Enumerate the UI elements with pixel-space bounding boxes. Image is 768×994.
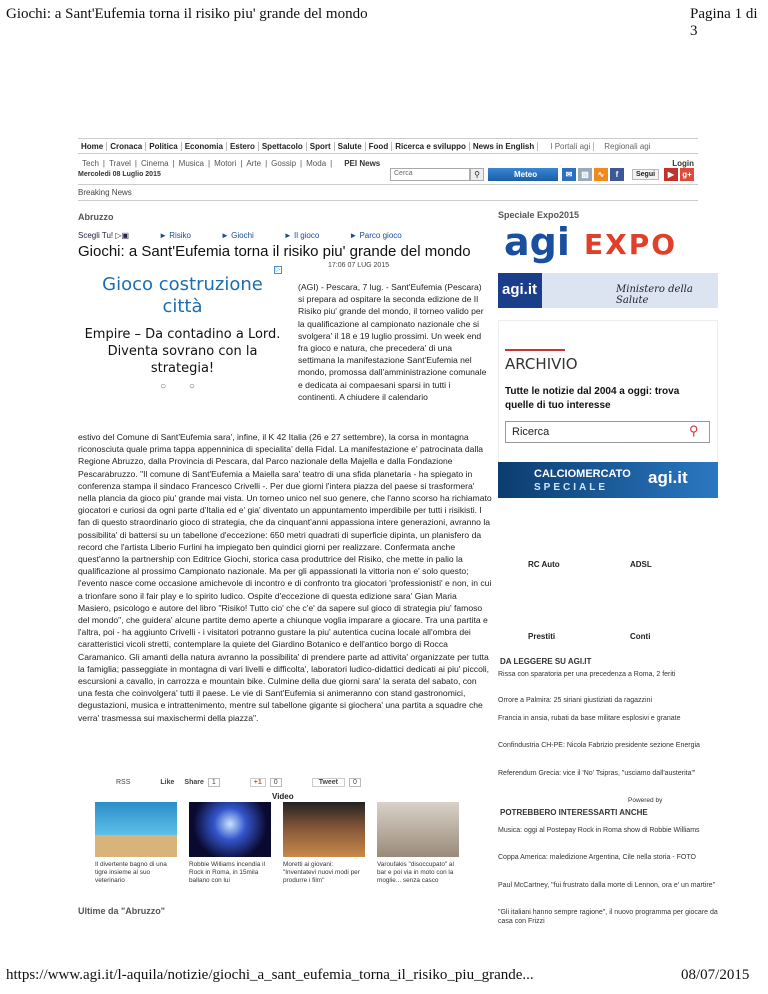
mail-icon[interactable]: ✉ bbox=[562, 168, 576, 181]
archivio-text: Tutte le notizie dal 2004 a oggi: trova quelle di tuo interesse bbox=[505, 386, 680, 411]
search-input[interactable]: Cerca bbox=[390, 168, 470, 181]
gplus-button[interactable] bbox=[250, 778, 266, 787]
gplus-count: 0 bbox=[270, 778, 282, 787]
expo-logo: EXPO bbox=[584, 228, 678, 261]
print-footer-date: 08/07/2015 bbox=[681, 967, 750, 983]
video-thumb-2[interactable] bbox=[189, 802, 271, 857]
related-item[interactable]: Coppa America: maledizione Argentina, Cile nella storia - FOTO bbox=[498, 854, 696, 861]
divider bbox=[78, 200, 698, 201]
login-link[interactable]: Login bbox=[672, 158, 694, 168]
news-item[interactable]: Orrore a Palmira: 25 siriani giustiziati da ragazzini bbox=[498, 697, 653, 704]
article-intro: (AGI) - Pescara, 7 lug. - Sant'Eufemia (Pescara) si prepara ad ospitare la seconda edizione de Il Risiko piu' grande del mondo, il torneo valido per la qualificazione al campionato nazionale che si svolgera' il 18 e 19 luglio prossimi. Un week end fra gioco e natura, che precedera' di una settimana la manifestazione Sant'Eufemia nel mondo, promossa dall'amministrazione comunale e dedicata ai compaesani sparsi in tutti i continenti. A chiudere il calendario bbox=[298, 282, 487, 402]
ultime-title: Ultime da "Abruzzo" bbox=[78, 906, 166, 916]
nav-estero[interactable]: Estero bbox=[227, 142, 259, 151]
related-item[interactable]: "Gli italiani hanno sempre ragione", il nuovo programma per giocare da casa con Frizzi bbox=[498, 909, 718, 925]
ad-banner[interactable] bbox=[80, 274, 285, 394]
breaking-news: Breaking News bbox=[78, 188, 132, 197]
subnav-pei[interactable]: PEI News bbox=[344, 158, 381, 168]
scegli-tu[interactable]: Scegli Tu! ▷▣ bbox=[78, 231, 130, 240]
nav-salute[interactable]: Salute bbox=[335, 142, 366, 151]
print-header-title: Giochi: a Sant'Eufemia torna il risiko piu' grande del mondo bbox=[6, 6, 368, 22]
agi-logo: agi bbox=[504, 220, 570, 264]
current-date: Mercoledi 08 Luglio 2015 bbox=[78, 171, 161, 178]
nav-portali[interactable]: I Portali agi bbox=[538, 142, 594, 151]
related-item[interactable]: Musica: oggi al Postepay Rock in Roma show di Robbie Williams bbox=[498, 827, 700, 834]
share-button[interactable]: Share bbox=[184, 779, 204, 786]
news-item[interactable]: Referendum Grecia: vice il 'No' Tsipras, "usciamo dall'austerita'" bbox=[498, 770, 696, 777]
archivio-accent bbox=[505, 349, 565, 351]
potrebbero-title: POTREBBERO INTERESSARTI ANCHE bbox=[500, 808, 648, 817]
news-item[interactable]: Confindustria CH-PE: Nicola Fabrizio presidente sezione Energia bbox=[498, 742, 700, 749]
rss-link[interactable]: RSS bbox=[116, 779, 131, 786]
tile-rc-auto[interactable]: RC Auto bbox=[528, 560, 560, 569]
googleplus-icon[interactable]: g+ bbox=[680, 168, 694, 181]
archivio-title: ARCHIVIO bbox=[505, 355, 578, 373]
subnav-cinema[interactable]: Cinema bbox=[141, 158, 169, 168]
related-item[interactable]: Paul McCartney, "fui frustrato dalla morte di Lennon, ora e' un martire" bbox=[498, 882, 716, 889]
share-count: 1 bbox=[208, 778, 220, 787]
nav-ricerca[interactable]: Ricerca e sviluppo bbox=[392, 142, 470, 151]
nav-home[interactable]: Home bbox=[78, 142, 107, 151]
subnav-arte[interactable]: Arte bbox=[246, 158, 262, 168]
agiit-banner[interactable] bbox=[498, 273, 718, 308]
calciomercato-banner[interactable] bbox=[498, 462, 718, 498]
rss-icon[interactable]: ∿ bbox=[594, 168, 608, 181]
archivio-search-icon[interactable]: ⚲ bbox=[689, 423, 699, 438]
news-item[interactable]: Rissa con sparatoria per una precedenza a Roma, 2 feriti bbox=[498, 671, 676, 678]
subnav-moda[interactable]: Moda bbox=[306, 158, 327, 168]
calcio-agi-logo: agi.it bbox=[648, 468, 688, 487]
video-caption-3[interactable]: Moretti ai giovani: "Inventatevi nuovi modi per produrre i film" bbox=[283, 861, 360, 884]
print-footer-url: https://www.agi.it/l-aquila/notizie/giochi_a_sant_eufemia_torna_il_risiko_piu_grande... bbox=[6, 967, 534, 983]
divider bbox=[78, 184, 698, 185]
main-nav bbox=[78, 138, 698, 154]
search-icon[interactable]: ⚲ bbox=[470, 168, 484, 181]
video-thumb-1[interactable] bbox=[95, 802, 177, 857]
mobile-icon[interactable]: ▧ bbox=[578, 168, 592, 181]
article-body: estivo del Comune di Sant'Eufemia sara', infine, il K 42 Italia (26 e 27 settembre), la corsa in montagna riconosciuta quale prima tappa appenninica di specialita' della Fidal. La manifestazione e' patrocinata dalla Regione Abruzzo, dalla Provincia di Pescara, dal Parco nazionale della Majella e dalla Fondazione Pescarabruzzo. "Il comune di Sant'Eufemia a Maiella sara' teatro di una sfida planetaria - ha spiegato in conferenza stampa il sindaco Francesco Crivelli -. Per due giorni l'intera piazza del paese si trasformera' nella plancia da gioco piu' grande mai vista. Un torneo unico nel suo genere, che l'anno scorso ha richiamato giocatori e curiosi da ogni parte d'Italia ed e' gia' diventato un appuntamento imperdibile per tutti i risikisti. I fan di questo straordinario gioco di strategia, che da cinquant'anni appassiona intere generazioni, avranno la possibilita' di battersi su un tabellone d'eccezione: 650 metri quadrati di superficie dipinta, un planisfero da record che l'artista Liberio Furlini ha impiegato ben quindici giorni per realizzare. Confermata anche quest'anno la partnership con Editrice Giochi, storica casa produttrice del Risiko, che mette in palio la qualificazione al prossimo Campionato nazionale. Ma per gli appassionati la vittoria non e' solo questo; l'evento nasce come occasione amichevole di incontro e di confronto tra giocatori 'professionisti' e non, in cui a trionfare sono il fair play e lo spirito ludico. Ospite d'eccezione di questa edizione sara' Gian Maria Masiero, psicologo e autore del libro "Risiko! Tutto cio' che c'e' da sapere sul gioco di strategia piu' famoso del mondo", che guidera' alcune partite demo aperte a chiunque voglia imparare a giocare. Tra una partita e l'altra, poi - ha aggiunto Crivelli - i visitatori potranno gustare la piu' autentica cucina locale all'ombra dei caratteristici vicoli stretti, contemplare la quiete del Giardino Botanico e dell'antico borgo di Rocca Caramanico. Gli amanti della natura avranno la possibilita' di prendere parte ad attivita' organizzate per tutta la famiglia; passeggiate in montagna di vari livelli e difficolta', laboratori ludico-didattici dedicati ai piu' piccoli, escursioni a cavallo, in carrozza e mountain bike. Culmine della due giorni sara' la serata del sabato, con una festa che coinvolgera' tutti il paese. Le vie di Sant'Eufemia si animeranno con stand gastronomici, degustazioni, musica e intrattenimento, mentre sul tabellone gigante si giochera' una partita a squadre che verra' trasmessa sui maxischermi della piazza". bbox=[78, 432, 492, 723]
news-item[interactable]: Francia in ansia, rubati da base militare esplosivi e granate bbox=[498, 715, 681, 722]
social-bar bbox=[116, 778, 491, 787]
subnav-tech[interactable]: Tech bbox=[82, 158, 99, 168]
agiit-logo: agi.it bbox=[502, 281, 538, 298]
tag-giochi[interactable]: ► Giochi bbox=[221, 231, 254, 240]
section-title: Abruzzo bbox=[78, 212, 114, 222]
video-thumb-3[interactable] bbox=[283, 802, 365, 857]
tag-il-gioco[interactable]: ► Il gioco bbox=[283, 231, 320, 240]
print-header-page: Pagina 1 di 3 bbox=[690, 6, 758, 39]
article-timestamp: 17:06 07 LUG 2015 bbox=[328, 262, 390, 269]
tweet-count: 0 bbox=[349, 778, 361, 787]
video-caption-1[interactable]: Il divertente bagno di una tigre insieme al suo veterinario bbox=[95, 861, 167, 884]
tag-risiko[interactable]: ► Risiko bbox=[159, 231, 191, 240]
ministero-logo: Ministero della Salute bbox=[616, 284, 693, 306]
adchoices-icon[interactable]: ▷ bbox=[275, 267, 281, 273]
ad-text: Empire – Da contadino a Lord. Diventa sovrano con la strategia! bbox=[84, 327, 281, 376]
like-button[interactable]: Like bbox=[160, 779, 175, 786]
tile-prestiti[interactable]: Prestiti bbox=[528, 632, 556, 641]
tile-adsl[interactable]: ADSL bbox=[630, 560, 652, 569]
nav-spettacolo[interactable]: Spettacolo bbox=[259, 142, 307, 151]
facebook-icon[interactable]: f bbox=[610, 168, 624, 181]
subnav-musica[interactable]: Musica bbox=[178, 158, 204, 168]
subnav-motori[interactable]: Motori bbox=[214, 158, 237, 168]
archivio-search-input[interactable]: Ricerca bbox=[505, 421, 710, 443]
segui-label: Segui bbox=[632, 169, 659, 180]
meteo-widget[interactable]: Meteo bbox=[488, 168, 558, 181]
tile-conti[interactable]: Conti bbox=[630, 632, 651, 641]
archivio-box bbox=[498, 320, 718, 465]
article-headline: Giochi: a Sant'Eufemia torna il risiko piu' grande del mondo bbox=[78, 243, 471, 260]
youtube-icon[interactable]: ▶ bbox=[664, 168, 678, 181]
da-leggere-title: DA LEGGERE SU AGI.IT bbox=[500, 657, 592, 666]
subnav-travel[interactable]: Travel bbox=[108, 158, 131, 168]
ad-title: Gioco costruzione città bbox=[102, 274, 263, 317]
nav-english[interactable]: News in English bbox=[470, 142, 538, 151]
video-caption-2[interactable]: Robbie Williams incendia il Rock in Roma, in 15mila ballano con lui bbox=[189, 861, 266, 884]
nav-sport[interactable]: Sport bbox=[307, 142, 335, 151]
ad-dots: ○ ○ bbox=[160, 381, 205, 392]
calcio-text: CALCIOMERCATO bbox=[534, 468, 631, 480]
tweet-button[interactable]: Tweet bbox=[312, 778, 345, 787]
gplus-label: +1 bbox=[253, 779, 262, 786]
calcio-speciale: SPECIALE bbox=[534, 482, 609, 493]
nav-cronaca[interactable]: Cronaca bbox=[107, 142, 146, 151]
tag-parco-gioco[interactable]: ► Parco gioco bbox=[349, 231, 402, 240]
tag-list bbox=[78, 231, 402, 240]
powered-by: Powered by bbox=[628, 797, 663, 804]
nav-food[interactable]: Food bbox=[366, 142, 393, 151]
expo-banner[interactable] bbox=[498, 218, 718, 270]
subnav-gossip[interactable]: Gossip bbox=[271, 158, 297, 168]
sub-nav: Tech | Travel | Cinema | Musica | Motori | Arte | Gossip | Moda | PEI News Login bbox=[78, 156, 698, 170]
nav-regionali[interactable]: Regionali agi bbox=[604, 141, 651, 151]
services-grid bbox=[498, 540, 718, 655]
nav-economia[interactable]: Economia bbox=[182, 142, 227, 151]
nav-politica[interactable]: Politica bbox=[146, 142, 181, 151]
video-caption-4[interactable]: Varoufakis "disoccupato" al bar e poi via in moto con la moglie... senza casco bbox=[377, 861, 454, 884]
speciale-title: Speciale Expo2015 bbox=[498, 210, 580, 220]
video-section-title: Video bbox=[272, 792, 294, 801]
video-thumb-4[interactable] bbox=[377, 802, 459, 857]
